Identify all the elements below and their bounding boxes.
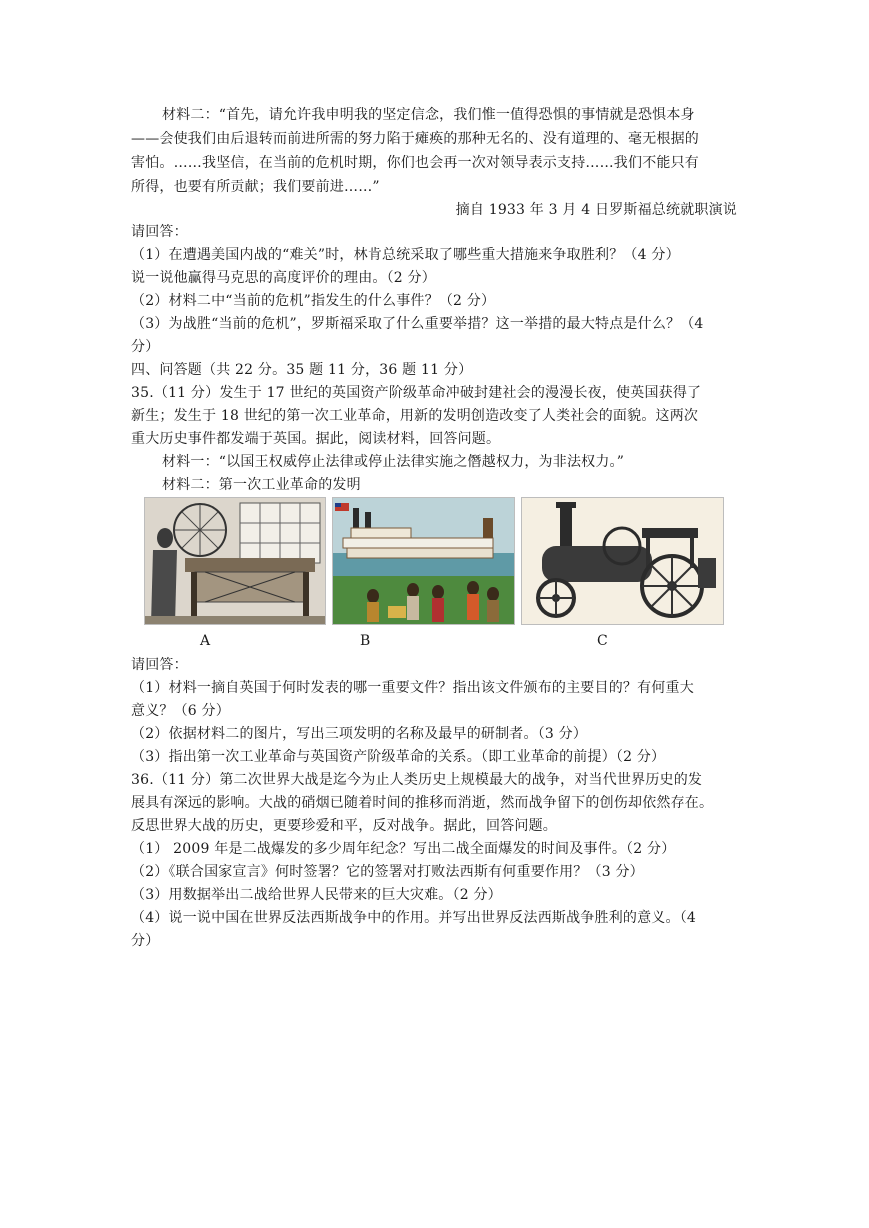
- material2-quote-line: 材料二：“首先，请允许我申明我的坚定信念，我们惟一值得恐惧的事情就是恐惧本身: [162, 107, 695, 123]
- question-line: （2）材料二中“当前的危机”指发生的什么事件？（2 分）: [131, 293, 496, 309]
- section-heading: 四、问答题（共 22 分。35 题 11 分，36 题 11 分）: [131, 362, 473, 378]
- source-citation: 摘自 1933 年 3 月 4 日罗斯福总统就职演说: [455, 202, 737, 218]
- q35-intro-line: 重大历史事件都发端于英国。据此，阅读材料，回答问题。: [131, 431, 501, 447]
- steamboat-image: [332, 497, 515, 625]
- question-line: （2）《联合国家宣言》何时签署？它的签署对打败法西斯有何重要作用？（3 分）: [131, 864, 644, 880]
- image-caption-b: B: [360, 633, 371, 649]
- question-line: （1）在遭遇美国内战的“难关”时，林肯总统采取了哪些重大措施来争取胜利？（4 分）: [131, 247, 680, 263]
- q36-intro-line: 展具有深远的影响。大战的硝烟已随着时间的推移而消逝，然而战争留下的创伤却依然存在。: [131, 795, 714, 811]
- material2-quote-line: ——会使我们由后退转而前进所需的努力陷于瘫痪的那种无名的、没有道理的、毫无根据的: [131, 131, 699, 147]
- answer-prompt: 请回答：: [131, 224, 188, 240]
- material2-quote-line: 害怕。……我坚信，在当前的危机时期，你们也会再一次对领导表示支持……我们不能只有: [131, 155, 699, 171]
- question-line: （3）用数据举出二战给世界人民带来的巨大灾难。（2 分）: [131, 887, 502, 903]
- answer-prompt: 请回答：: [131, 657, 188, 673]
- question-line: 说一说他赢得马克思的高度评价的理由。（2 分）: [131, 270, 436, 286]
- question-line: （3）为战胜“当前的危机”，罗斯福采取了什么重要举措？这一举措的最大特点是什么？（4: [131, 316, 704, 332]
- q35-material2: 材料二：第一次工业革命的发明: [162, 477, 361, 493]
- material2-quote-line: 所得，也要有所贡献；我们要前进……”: [131, 179, 380, 195]
- image-caption-c: C: [597, 633, 608, 649]
- question-line: （3）指出第一次工业革命与英国资产阶级革命的关系。（即工业革命的前提）（2 分）: [131, 749, 666, 765]
- question-line: 意义？（6 分）: [131, 703, 230, 719]
- q36-intro-line: 36.（11 分）第二次世界大战是迄今为止人类历史上规模最大的战争，对当代世界历史的发: [131, 772, 703, 788]
- question-line: （2）依据材料二的图片，写出三项发明的名称及最早的研制者。（3 分）: [131, 726, 588, 742]
- image-caption-a: A: [200, 633, 211, 649]
- q35-material1: 材料一：“以国王权威停止法律或停止法律实施之僭越权力，为非法权力。”: [162, 454, 625, 470]
- question-line: 分）: [131, 339, 160, 355]
- question-line: （1）材料一摘自英国于何时发表的哪一重要文件？指出该文件颁布的主要目的？有何重大: [131, 680, 694, 696]
- question-line: （4）说一说中国在世界反法西斯战争中的作用。并写出世界反法西斯战争胜利的意义。（4: [131, 910, 697, 926]
- q36-intro-line: 反思世界大战的历史，更要珍爱和平，反对战争。据此，回答问题。: [131, 818, 557, 834]
- q35-intro-line: 35.（11 分）发生于 17 世纪的英国资产阶级革命冲破封建社会的漫漫长夜，使英国获得了: [131, 385, 702, 401]
- question-line: （1） 2009 年是二战爆发的多少周年纪念？写出二战全面爆发的时间及事件。（2 分）: [131, 841, 676, 857]
- steam-locomotive-image: [521, 497, 724, 625]
- q35-intro-line: 新生；发生于 18 世纪的第一次工业革命，用新的发明创造改变了人类社会的面貌。这两次: [131, 408, 699, 424]
- question-line: 分）: [131, 933, 160, 949]
- spinning-jenny-image: [144, 497, 326, 625]
